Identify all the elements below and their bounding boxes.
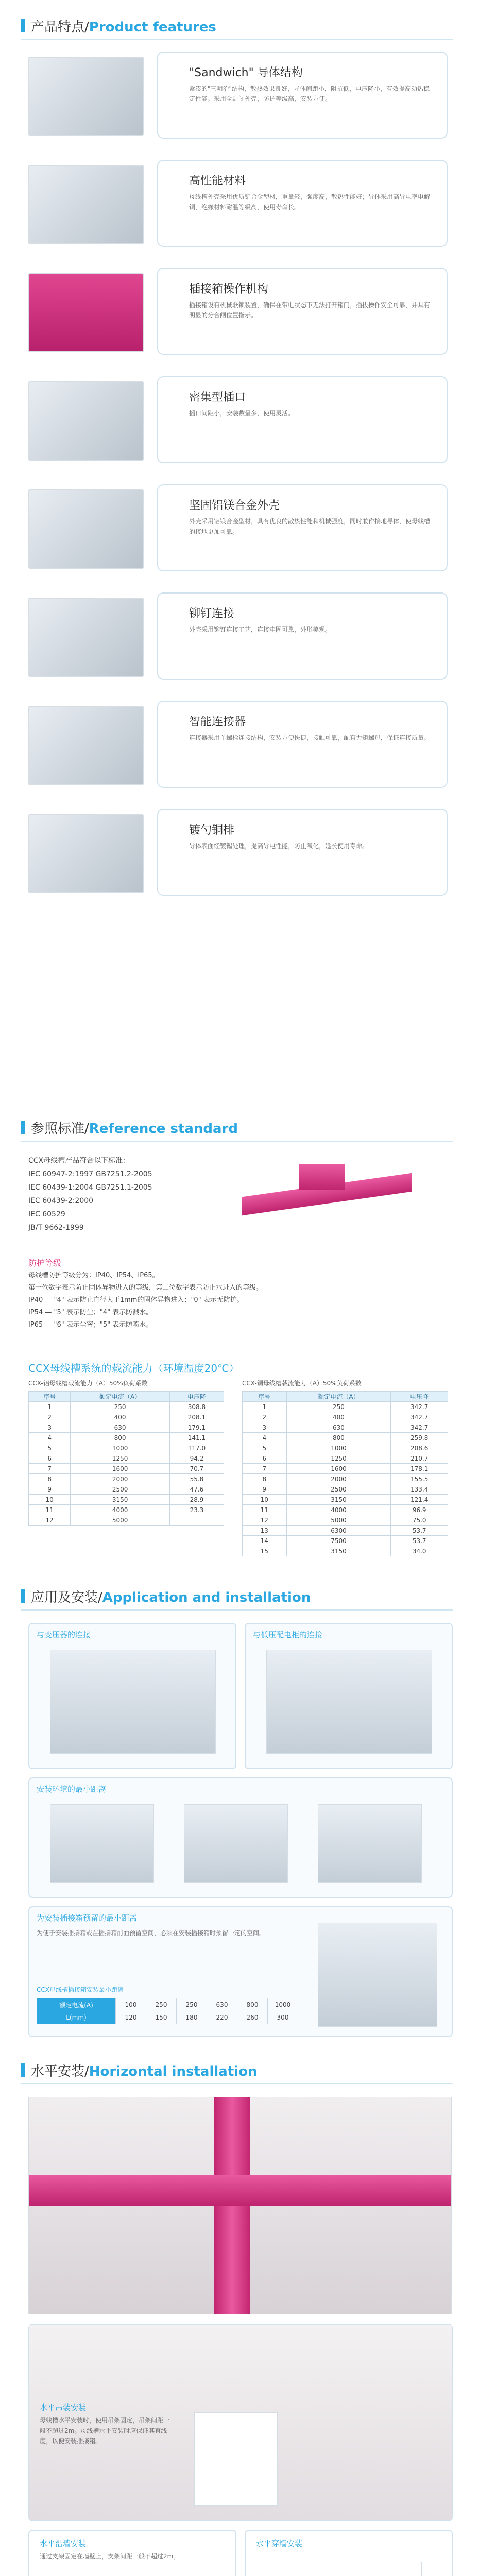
table-cell: 9 [243, 1484, 287, 1495]
table-cell: 4 [29, 1433, 71, 1443]
feature-item [28, 376, 451, 464]
table-cell: 141.1 [169, 1433, 224, 1443]
table-cell: 7500 [286, 1536, 391, 1546]
protection-block [28, 1257, 451, 1331]
table-cell: 1600 [71, 1464, 170, 1474]
table-row [243, 1495, 448, 1505]
feature-desc: 外壳采用铝镁合金型材，具有优良的散热性能和机械强度，同时兼作接地导体，使母线槽的接地更加可靠。 [189, 518, 431, 535]
table-header: 额定电流（A） [286, 1392, 391, 1402]
section-header-features [21, 16, 216, 35]
table-cell: 1000 [71, 1443, 170, 1453]
table-row [29, 1484, 224, 1495]
table-cell: 6300 [286, 1526, 391, 1536]
feature-item [28, 484, 451, 572]
table-cell: 210.7 [391, 1453, 448, 1464]
section-header-horizontal [21, 2061, 258, 2079]
table-cell: 630 [71, 1422, 170, 1433]
table-row [243, 1536, 448, 1546]
table-cell: 250 [146, 1998, 177, 2011]
table-cell: 208.1 [169, 1412, 224, 1422]
table-cell: 400 [71, 1412, 170, 1422]
table-cell: 800 [237, 1998, 268, 2011]
table-cell: 5 [29, 1443, 71, 1453]
horizontal-floor-box [245, 2530, 453, 2576]
box-title: 与变压器的连接 [37, 1630, 91, 1639]
table-cell: 3150 [71, 1495, 170, 1505]
plugin-distance-table [37, 1998, 298, 2024]
busbar-illustration [242, 1154, 412, 1226]
row-label: L(mm) [37, 2011, 116, 2024]
left-rating-table [28, 1391, 224, 1526]
table-cell: 208.6 [391, 1443, 448, 1453]
plugin-box [299, 1164, 345, 1190]
table-row [243, 1546, 448, 1556]
table-cell: 150 [146, 2011, 177, 2024]
table-cell: 2 [29, 1412, 71, 1422]
feature-image-copper [28, 814, 144, 893]
table-cell: 800 [71, 1433, 170, 1443]
feature-image-rivet [28, 598, 144, 677]
horizontal-wall-box [28, 2530, 236, 2576]
distance-diagram [318, 1804, 422, 1883]
feature-image-sandwich [28, 57, 144, 136]
feature-desc: 连接器采用单螺栓连接结构，安装方便快捷，接触可靠，配有力矩螺母，保证连接质量。 [189, 734, 431, 741]
table-row [29, 1443, 224, 1453]
feature-card [157, 268, 448, 355]
tables-title: CCX母线槽系统的载流能力（环境温度20℃） [28, 1362, 239, 1375]
table-cell: 2 [243, 1412, 287, 1422]
feature-title: 铆钉连接 [189, 607, 235, 620]
box-title: 为安装插接箱预留的最小距离 [37, 1913, 138, 1923]
section-marker [21, 1121, 25, 1134]
table-cell: 23.3 [169, 1505, 224, 1515]
feature-card [157, 484, 448, 571]
table-header: 电压降 [169, 1392, 224, 1402]
section-divider [21, 1609, 453, 1611]
feature-image-plugin-box [28, 273, 144, 352]
table-cell: 34.0 [391, 1546, 448, 1556]
table-row [243, 1474, 448, 1484]
table-cell: 121.4 [391, 1495, 448, 1505]
section-header-standard [21, 1118, 238, 1137]
table-cell: 260 [237, 2011, 268, 2024]
feature-desc: 插口间距小，安装数量多，使用灵活。 [189, 410, 295, 417]
feature-image-housing [28, 489, 144, 569]
feature-item [28, 268, 451, 355]
table-cell: 5 [243, 1443, 287, 1453]
table-cell: 308.8 [169, 1402, 224, 1412]
table-cell: 53.7 [391, 1526, 448, 1536]
panel-note: 母线槽水平安装时，使用吊架固定，吊架间距一般不超过2m。母线槽水平安装时应保证其直线度，以便安装插接箱。 [40, 2417, 170, 2445]
table-cell: 75.0 [391, 1515, 448, 1526]
table-row [29, 1495, 224, 1505]
feature-card [157, 701, 448, 788]
table-cell: 94.2 [169, 1453, 224, 1464]
table-cell: 259.8 [391, 1433, 448, 1443]
table-cell: 250 [71, 1402, 170, 1412]
table-row [243, 1412, 448, 1422]
table-row [243, 1453, 448, 1464]
feature-card [157, 52, 448, 139]
panel-title: 水平穿墙安装 [256, 2539, 303, 2548]
panel-title: 水平沿墙安装 [40, 2539, 87, 2548]
feature-item [28, 809, 451, 896]
right-table-caption: CCX-铜母线槽载流能力（A）50%负荷系数 [242, 1380, 362, 1387]
section-title: 产品特点/Product features [31, 19, 216, 35]
section-divider [21, 39, 453, 40]
suspension-diagram [194, 2412, 278, 2506]
table-cell: 7 [243, 1464, 287, 1474]
box-title: 与低压配电柜的连接 [253, 1630, 323, 1639]
table-header: 序号 [29, 1392, 71, 1402]
distance-diagram [50, 1804, 154, 1883]
plugin-reserve-diagram [318, 1923, 437, 2027]
protection-line: IP40 — "4" 表示防止直径大于1mm的固体异物进入；"0" 表示无防护。 [28, 1296, 244, 1304]
busbar-run [29, 2175, 451, 2206]
table-cell: 3150 [286, 1546, 391, 1556]
table-header: 额定电流（A） [71, 1392, 170, 1402]
table-cell: 96.9 [391, 1505, 448, 1515]
feature-title: 插接箱操作机构 [189, 283, 269, 296]
table-row [29, 1453, 224, 1464]
floor-diagram [277, 2562, 422, 2576]
section-title: 参照标准/Reference standard [31, 1121, 238, 1137]
right-rating-table [242, 1391, 448, 1556]
table-cell: 5000 [71, 1515, 170, 1526]
feature-card [157, 809, 448, 896]
table-cell: 12 [29, 1515, 71, 1526]
switchgear-diagram [266, 1650, 432, 1754]
feature-desc: 外壳采用铆钉连接工艺，连接牢固可靠，外形美观。 [189, 626, 332, 633]
feature-card [157, 592, 448, 680]
table-cell: 15 [243, 1546, 287, 1556]
table-cell: 179.1 [169, 1422, 224, 1433]
horizontal-suspension-box [28, 2324, 453, 2521]
table-cell: 12 [243, 1515, 287, 1526]
table-cell: 28.9 [169, 1495, 224, 1505]
feature-card [157, 160, 448, 247]
table-cell: 6 [29, 1453, 71, 1464]
table-cell: 630 [207, 1998, 237, 2011]
standard-intro: CCX母线槽产品符合以下标准： [28, 1157, 130, 1165]
protection-title: 防护等级 [28, 1258, 62, 1268]
protection-line: 母线槽防护等级分为：IP40、IP54、IP65。 [28, 1272, 159, 1279]
table-cell: 1250 [286, 1453, 391, 1464]
box-note: 为便于安装插接箱或在插接箱前面预留空间，必须在安装插接箱时预留一定的空间。 [37, 1929, 266, 1937]
table-cell: 1000 [268, 1998, 298, 2011]
table-cell: 2000 [286, 1474, 391, 1484]
table-cell: 2000 [71, 1474, 170, 1484]
table-row [29, 1464, 224, 1474]
table-row [243, 1422, 448, 1433]
feature-item [28, 52, 451, 139]
table-cell: 4 [243, 1433, 287, 1443]
table-header: 序号 [243, 1392, 287, 1402]
row-label: 额定电流(A) [37, 1998, 116, 2011]
horizontal-install-photo [28, 2097, 452, 2314]
protection-line: 第一位数字表示防止固体异物进入的等级，第二位数字表示防止水进入的等级。 [28, 1284, 263, 1292]
table-row [243, 1443, 448, 1453]
table-cell: 1000 [286, 1443, 391, 1453]
panel-note: 通过支架固定在墙壁上，支架间距一般不超过2m。 [40, 2553, 180, 2560]
min-distance-box [28, 1777, 453, 1898]
section-marker [21, 19, 25, 32]
table-cell: 11 [29, 1505, 71, 1515]
table-cell: 133.4 [391, 1484, 448, 1495]
feature-desc: 插接箱设有机械联锁装置，确保在带电状态下无法打开箱门，插拔操作安全可靠，并具有明显的分合闸位置指示。 [189, 301, 431, 319]
left-table-caption: CCX-铝母线槽载流能力（A）50%负荷系数 [28, 1380, 148, 1387]
table-cell: 5000 [286, 1515, 391, 1526]
feature-desc: 导体表面经镀锡处理，提高导电性能，防止氧化，延长使用寿命。 [189, 842, 369, 850]
table-cell: 400 [286, 1412, 391, 1422]
feature-title: 密集型插口 [189, 391, 246, 404]
feature-title: 高性能材料 [189, 175, 246, 188]
table-cell: 10 [29, 1495, 71, 1505]
table-row [29, 1433, 224, 1443]
table-cell: 8 [243, 1474, 287, 1484]
table-cell: 9 [29, 1484, 71, 1495]
table-cell: 180 [177, 2011, 207, 2024]
table-row [29, 1515, 224, 1526]
feature-item [28, 701, 451, 788]
table-row [29, 1412, 224, 1422]
table-cell: 53.7 [391, 1536, 448, 1546]
section-title: 水平安装/Horizontal installation [31, 2063, 258, 2079]
feature-title: 坚固铝镁合金外壳 [189, 499, 280, 512]
panel-title: 水平吊装安装 [40, 2403, 87, 2412]
table-cell: 300 [268, 2011, 298, 2024]
feature-title: 镀勺铜排 [189, 824, 235, 837]
protection-line: IP65 — "6" 表示尘密；"5" 表示防喷水。 [28, 1321, 153, 1329]
section-header-application [21, 1587, 311, 1605]
table-cell: 10 [243, 1495, 287, 1505]
feature-image-connector [28, 706, 144, 785]
table-cell: 1600 [286, 1464, 391, 1474]
section-marker [21, 2063, 25, 2077]
busbar-riser [214, 2097, 250, 2314]
table-cell: 155.5 [391, 1474, 448, 1484]
feature-title: 智能连接器 [189, 716, 246, 728]
table-cell: 100 [116, 1998, 146, 2011]
table-title: CCX母线槽插接箱安装最小距离 [37, 1986, 124, 1993]
table-cell: 117.0 [169, 1443, 224, 1453]
table-cell: 6 [243, 1453, 287, 1464]
feature-desc: 母线槽外壳采用优质铝合金型材，重量轻，强度高，散热性能好；导体采用高导电率电解铜，绝缘材料耐温等级高，使用寿命长。 [189, 193, 431, 211]
feature-image-material [28, 165, 144, 244]
table-cell: 3 [243, 1422, 287, 1433]
table-row [243, 1526, 448, 1536]
table-cell: 7 [29, 1464, 71, 1474]
table-row [243, 1484, 448, 1495]
table-header: 电压降 [391, 1392, 448, 1402]
table-row [243, 1464, 448, 1474]
table-cell [169, 1515, 224, 1526]
feature-image-sockets [28, 381, 144, 461]
table-cell: 3 [29, 1422, 71, 1433]
standard-item: IEC 60529 [28, 1210, 65, 1218]
table-cell: 3150 [286, 1495, 391, 1505]
standard-list [28, 1154, 152, 1234]
table-cell: 250 [177, 1998, 207, 2011]
protection-line: IP54 — "5" 表示防尘；"4" 表示防溅水。 [28, 1309, 153, 1316]
table-row [29, 1422, 224, 1433]
table-cell: 11 [243, 1505, 287, 1515]
table-row [243, 1515, 448, 1526]
table-cell: 8 [29, 1474, 71, 1484]
table-cell: 47.6 [169, 1484, 224, 1495]
feature-item [28, 160, 451, 247]
table-cell: 1 [29, 1402, 71, 1412]
table-cell: 342.7 [391, 1422, 448, 1433]
table-row [29, 1402, 224, 1412]
feature-title: "Sandwich" 导体结构 [189, 66, 303, 79]
table-cell: 800 [286, 1433, 391, 1443]
table-cell: 178.1 [391, 1464, 448, 1474]
standard-item: IEC 60439-1:2004 GB7251.1-2005 [28, 1183, 152, 1192]
table-cell: 4000 [71, 1505, 170, 1515]
feature-item [28, 592, 451, 680]
transformer-diagram [50, 1650, 216, 1754]
table-row [29, 1505, 224, 1515]
box-title: 安装环境的最小距离 [37, 1785, 107, 1794]
table-cell: 13 [243, 1526, 287, 1536]
standard-item: IEC 60439-2:2000 [28, 1197, 94, 1205]
table-cell: 220 [207, 2011, 237, 2024]
table-row [243, 1433, 448, 1443]
standard-item: IEC 60947-2:1997 GB7251.2-2005 [28, 1170, 152, 1178]
table-cell: 630 [286, 1422, 391, 1433]
distance-diagram [184, 1804, 288, 1883]
feature-desc: 紧凑的"三明治"结构，散热效果良好，导体间距小，阻抗低，电压降小，有效提高动热稳定性能。采用全封闭外壳，防护等级高，安装方便。 [189, 85, 430, 103]
plugin-reserve-box [28, 1906, 453, 2037]
table-cell: 342.7 [391, 1412, 448, 1422]
table-cell: 70.7 [169, 1464, 224, 1474]
table-cell: 120 [116, 2011, 146, 2024]
table-cell: 1250 [71, 1453, 170, 1464]
table-cell: 55.8 [169, 1474, 224, 1484]
table-cell: 250 [286, 1402, 391, 1412]
table-row [243, 1505, 448, 1515]
table-cell: 4000 [286, 1505, 391, 1515]
section-title: 应用及安装/Application and installation [31, 1589, 311, 1605]
section-divider [21, 2083, 453, 2084]
switchgear-connection-box [245, 1623, 453, 1769]
table-cell: 14 [243, 1536, 287, 1546]
table-cell: 2500 [286, 1484, 391, 1495]
table-row [29, 1474, 224, 1484]
feature-card [157, 376, 448, 463]
transformer-connection-box [28, 1623, 236, 1769]
table-cell: 1 [243, 1402, 287, 1412]
table-cell: 2500 [71, 1484, 170, 1495]
section-divider [21, 1141, 453, 1142]
table-row [243, 1402, 448, 1412]
section-marker [21, 1589, 25, 1603]
standard-item: JB/T 9662-1999 [28, 1224, 84, 1232]
table-cell: 342.7 [391, 1402, 448, 1412]
